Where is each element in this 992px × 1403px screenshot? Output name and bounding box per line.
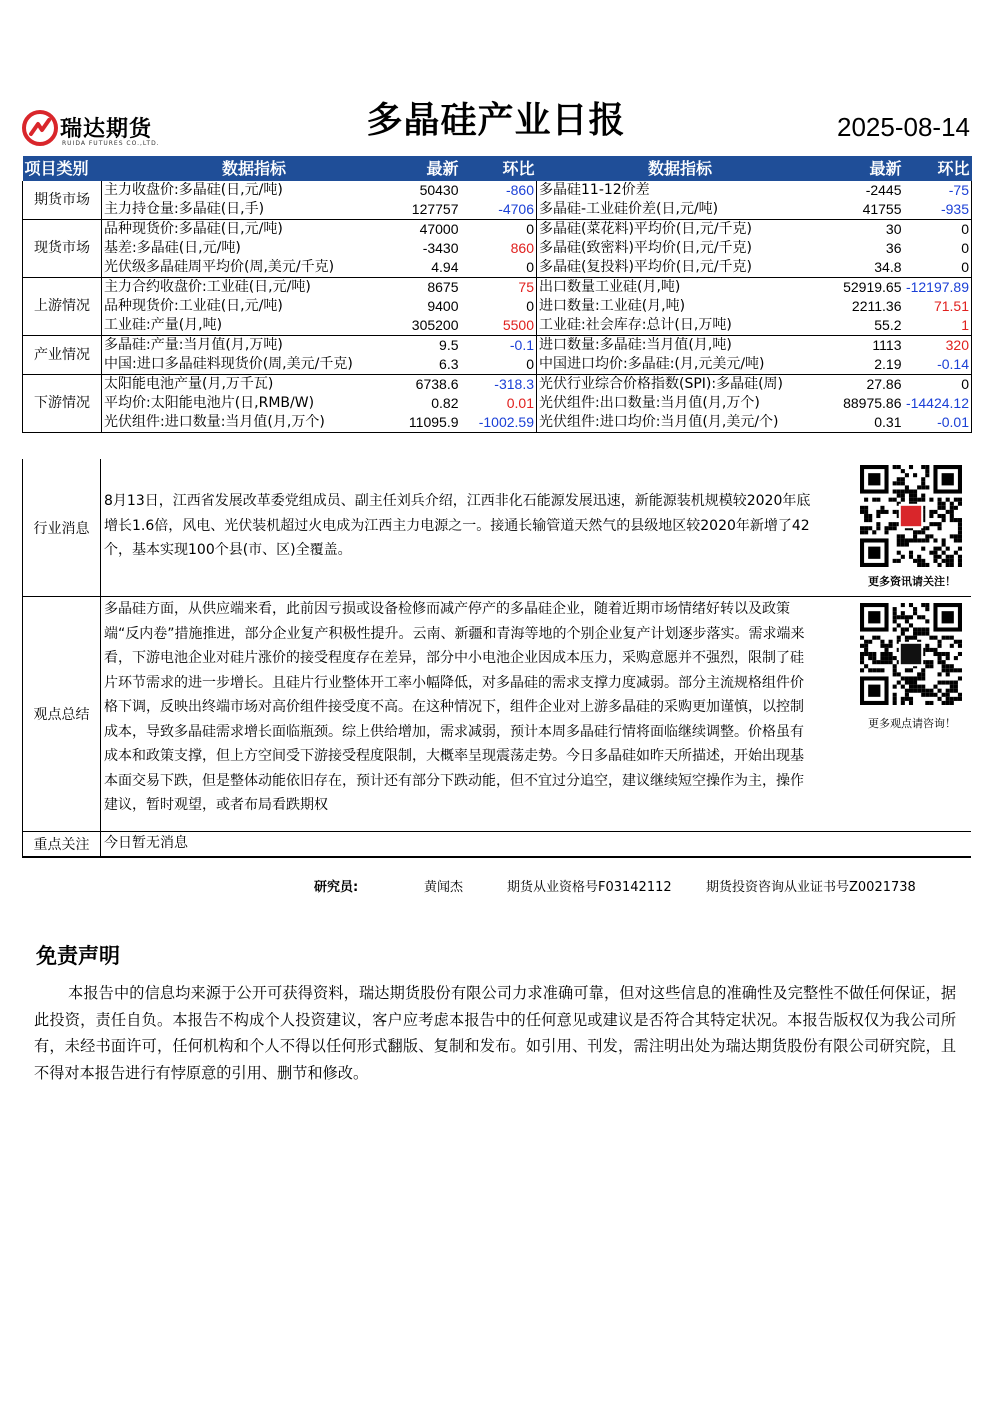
header-change: 环比 xyxy=(461,156,537,181)
indicator-label: 光伏行业综合价格指数(SPI):多晶硅(周) xyxy=(539,376,784,392)
latest-value: 47000 xyxy=(419,221,459,237)
indicator-label: 中国进口均价:多晶硅:(月,元美元/吨) xyxy=(537,355,824,375)
latest-value: 41755 xyxy=(824,200,904,220)
indicator-label: 品种现货价:工业硅(日,元/吨) xyxy=(104,298,283,314)
table-row xyxy=(23,316,972,336)
industry-news-text: 8月13日，江西省发展改革委党组成员、副主任刘兵介绍，江西非化石能源发展迅速，新能源装机规模较2020年底增长1.6倍，风电、光伏装机超过火电成为江西主力电源之一。接通长输管道天然气的县级地区较2020年新增了42个，基本实现100个县(市、区)全覆盖。 xyxy=(104,493,811,558)
change-value: 0 xyxy=(904,220,972,240)
table-row xyxy=(23,413,972,433)
change-value: -860 xyxy=(461,181,537,200)
indicator-label: 工业硅:产量(月,吨) xyxy=(102,316,407,336)
indicator-label: 进口数量:多晶硅:当月值(月,吨) xyxy=(539,337,732,353)
indicator-label: 多晶硅(菜花料)平均价(日,元/千克) xyxy=(539,221,753,237)
latest-value: 9400 xyxy=(427,298,459,314)
change-value: 0 xyxy=(461,297,537,316)
indicator-label: 多晶硅(复投料)平均价(日,元/千克) xyxy=(537,258,824,278)
table-row xyxy=(23,375,972,395)
researcher-license: 期货从业资格号F03142112 xyxy=(507,880,672,895)
indicator-label: 主力合约收盘价:工业硅(日,元/吨) xyxy=(104,279,311,295)
change-value: 0.01 xyxy=(461,394,537,413)
latest-value: 55.2 xyxy=(824,316,904,336)
latest-value: 1113 xyxy=(872,337,902,353)
data-table xyxy=(22,156,972,433)
header-indicator-2: 数据指标 xyxy=(537,156,824,181)
indicator-label: 多晶硅:产量:当月值(月,万吨) xyxy=(104,337,283,353)
indicator-label: 中国:进口多晶硅料现货价(周,美元/千克) xyxy=(102,355,407,375)
change-value: 0 xyxy=(904,375,972,395)
disclaimer-title: 免责声明 xyxy=(36,944,120,968)
indicator-label: 品种现货价:多晶硅(日,元/吨) xyxy=(104,221,283,237)
indicator-label: 主力持仓量:多晶硅(日,手) xyxy=(102,200,407,220)
category-cell: 产业情况 xyxy=(23,336,102,375)
disclaimer-text: 本报告中的信息均来源于公开可获得资料，瑞达期货股份有限公司力求准确可靠，但对这些信息的准确性及完整性不做任何保证，据此投资，责任自负。本报告不构成个人投资建议，客户应考虑本报告中的任何意见或建议是否符合其特定状况。本报告版权仅为我公司所有，未经书面许可，任何机构和个人不得以任何形式翻版、复制和发布。如引用、刊发，需注明出处为瑞达期货股份有限公司研究院，且不得对本报告进行有悖原意的引用、删节和修改。 xyxy=(34,984,956,1082)
header-indicator: 数据指标 xyxy=(102,156,407,181)
table-row xyxy=(23,355,972,375)
latest-value: -2445 xyxy=(865,182,902,198)
latest-value: 8675 xyxy=(427,279,459,295)
change-value: 0 xyxy=(904,258,972,278)
latest-value: 2.19 xyxy=(824,355,904,375)
logo-text: 瑞达期货 xyxy=(60,117,153,142)
latest-value: 127757 xyxy=(407,200,461,220)
indicator-label: 光伏组件:进口均价:当月值(月,美元/个) xyxy=(537,413,824,433)
change-value: 0 xyxy=(904,239,972,258)
indicator-label: 多晶硅-工业硅价差(日,元/吨) xyxy=(537,200,824,220)
indicator-label: 太阳能电池产量(月,万千瓦) xyxy=(104,376,274,392)
page-title: 多晶硅产业日报 xyxy=(366,100,626,141)
focus-section xyxy=(22,832,971,858)
researcher-name: 黄闻杰 xyxy=(424,880,464,895)
change-value: 860 xyxy=(461,239,537,258)
viewpoint-label: 观点总结 xyxy=(22,597,101,831)
category-cell: 上游情况 xyxy=(23,278,102,336)
latest-value: 6738.6 xyxy=(415,376,459,392)
header-latest-2: 最新 xyxy=(824,156,904,181)
indicator-label: 主力收盘价:多晶硅(日,元/吨) xyxy=(104,182,283,198)
table-row xyxy=(23,258,972,278)
change-value: 75 xyxy=(461,278,537,298)
indicator-label: 多晶硅11-12价差 xyxy=(539,182,650,198)
latest-value: 27.86 xyxy=(866,376,902,392)
latest-value: -3430 xyxy=(422,240,459,256)
change-value: 0 xyxy=(461,355,537,375)
qr-caption: 更多资讯请关注！ xyxy=(868,575,956,588)
viewpoint-text: 多晶硅方面，从供应端来看，此前因亏损或设备检修而减产停产的多晶硅企业，随着近期市场情绪好转以及政策端“反内卷”措施推进，部分企业复产积极性提升。云南、新疆和青海等地的个别企业复产计划逐步落实。需求端来看，下游电池企业对硅片涨价的接受程度存在差异，部分中小电池企业因成本压力，采购意愿并不强烈，限制了硅片环节需求的进一步增长。且硅片行业整体开工率小幅降低，对多晶硅的需求支撑力度减弱。部分主流规格组件价格下调，反映出终端市场对高价组件接受度不高。在这种情况下，组件企业对上游多晶硅的采购更加谨慎，以控制成本，导致多晶硅需求增长面临瓶颈。综上供给增加，需求减弱，预计本周多晶硅行情将面临继续调整。价格虽有成本和政策支撑，但上方空间受下游接受程度限制，大概率呈现震荡走势。今日多晶硅如昨天所描述，开始出现基本面交易下跌，但是整体动能依旧存在，预计还有部分下跌动能，但不宜过分追空，建议继续短空操作为主，操作建议，暂时观望，或者布局看跌期权 xyxy=(104,601,805,813)
change-value: -75 xyxy=(904,181,972,200)
latest-value: 52919.65 xyxy=(843,279,902,295)
table-body xyxy=(23,181,972,433)
change-value: 0 xyxy=(461,258,537,278)
change-value: -14424.12 xyxy=(904,394,972,413)
latest-value: 50430 xyxy=(419,182,459,198)
change-value: -1002.59 xyxy=(461,413,537,433)
table-row xyxy=(23,181,972,200)
change-value: -12197.89 xyxy=(904,278,972,298)
latest-value: 36 xyxy=(885,240,902,256)
indicator-label: 平均价:太阳能电池片(日,RMB/W) xyxy=(104,395,315,411)
latest-value: 88975.86 xyxy=(843,395,902,411)
qr-code-icon xyxy=(860,465,962,567)
industry-news-section xyxy=(22,459,971,597)
indicator-label: 光伏组件:进口数量:当月值(月,万个) xyxy=(102,413,407,433)
change-value: -0.01 xyxy=(904,413,972,433)
change-value: -935 xyxy=(904,200,972,220)
table-row xyxy=(23,239,972,258)
qr-code-icon xyxy=(860,603,962,705)
latest-value: 34.8 xyxy=(824,258,904,278)
table-row xyxy=(23,220,972,240)
latest-value: 2211.36 xyxy=(851,298,902,314)
indicator-label: 光伏级多晶硅周平均价(周,美元/千克) xyxy=(102,258,407,278)
qr-caption: 更多观点请咨询！ xyxy=(868,717,956,730)
category-cell: 现货市场 xyxy=(23,220,102,278)
header-latest: 最新 xyxy=(407,156,461,181)
category-cell: 期货市场 xyxy=(23,181,102,220)
indicator-label: 光伏组件:出口数量:当月值(月,万个) xyxy=(539,395,760,411)
change-value: 5500 xyxy=(461,316,537,336)
latest-value: 0.82 xyxy=(431,395,459,411)
indicator-label: 多晶硅(致密料)平均价(日,元/千克) xyxy=(539,240,753,256)
change-value: 0 xyxy=(461,220,537,240)
table-row xyxy=(23,394,972,413)
indicator-label: 工业硅:社会库存:总计(日,万吨) xyxy=(537,316,824,336)
latest-value: 6.3 xyxy=(407,355,461,375)
indicator-label: 进口数量:工业硅(月,吨) xyxy=(539,298,686,314)
table-header-row xyxy=(23,156,972,181)
logo-subtext: RUIDA FUTURES CO.,LTD. xyxy=(62,140,160,147)
change-value: -4706 xyxy=(461,200,537,220)
researcher-consult-license: 期货投资咨询从业证书号Z0021738 xyxy=(706,880,916,895)
change-value: -318.3 xyxy=(461,375,537,395)
researcher-label: 研究员: xyxy=(314,880,359,895)
change-value: 320 xyxy=(904,336,972,356)
focus-label: 重点关注 xyxy=(22,832,101,856)
change-value: -0.14 xyxy=(904,355,972,375)
focus-text: 今日暂无消息 xyxy=(104,835,188,851)
latest-value: 4.94 xyxy=(407,258,461,278)
latest-value: 305200 xyxy=(407,316,461,336)
category-cell: 下游情况 xyxy=(23,375,102,433)
change-value: -0.1 xyxy=(461,336,537,356)
report-date: 2025-08-14 xyxy=(837,112,970,142)
latest-value: 0.31 xyxy=(824,413,904,433)
change-value: 1 xyxy=(904,316,972,336)
table-row xyxy=(23,200,972,220)
table-row xyxy=(23,297,972,316)
table-row xyxy=(23,336,972,356)
table-row xyxy=(23,278,972,298)
latest-value: 30 xyxy=(885,221,902,237)
header-change-2: 环比 xyxy=(904,156,972,181)
change-value: 71.51 xyxy=(904,297,972,316)
latest-value: 9.5 xyxy=(439,337,459,353)
industry-news-label: 行业消息 xyxy=(22,459,101,596)
latest-value: 11095.9 xyxy=(407,413,461,433)
header-category: 项目类别 xyxy=(23,156,102,181)
indicator-label: 基差:多晶硅(日,元/吨) xyxy=(104,240,241,256)
indicator-label: 出口数量工业硅(月,吨) xyxy=(539,279,681,295)
viewpoint-section xyxy=(22,597,971,832)
